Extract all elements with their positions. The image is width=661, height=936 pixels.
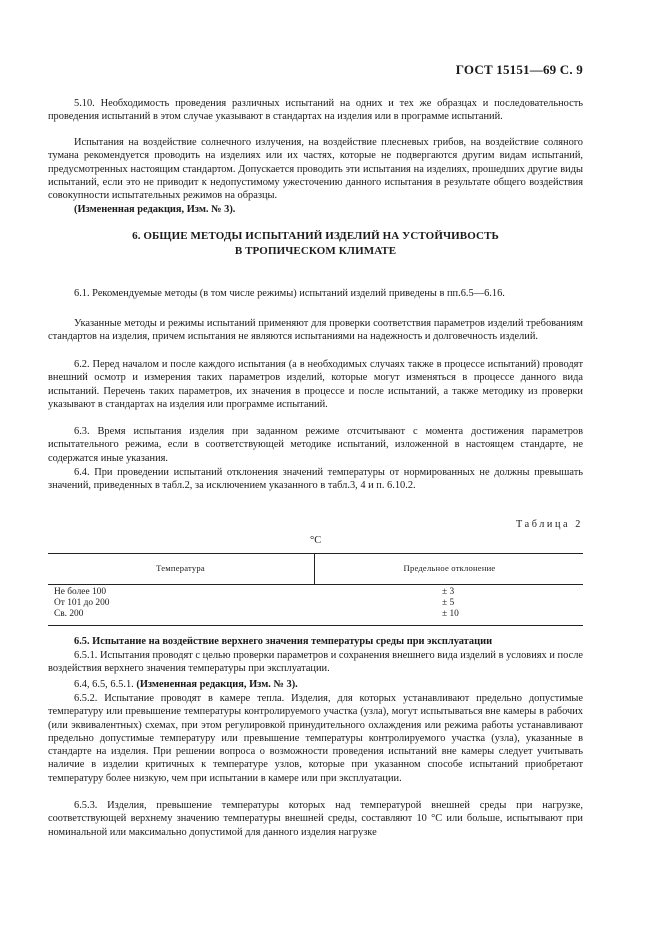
table-cell: ± 5	[442, 598, 455, 608]
amendment-note-2-text: (Измененная редакция, Изм. № 3).	[136, 679, 298, 690]
table-column-divider	[314, 554, 315, 584]
paragraph-6-1-continued: Указанные методы и режимы испытаний применяют для проверки соответствия параметров изделий требованиям стандартов на изделия, причем испытания не являются испытаниями на надежность и долговечность изделий.	[48, 318, 583, 343]
paragraph-6-1: 6.1. Рекомендуемые методы (в том числе режимы) испытаний изделий приведены в пп.6.5—6.16.	[74, 288, 505, 299]
section-6-title-line-2: В ТРОПИЧЕСКОМ КЛИМАТЕ	[234, 245, 397, 257]
paragraph-6-3: 6.3. Время испытания изделия при заданном режиме отсчитывают с момента достижения параметров испытательного режима, если в соответствующей методике испытаний, изложенной в настоящем стандарте, не содержатся иные указания.	[48, 426, 583, 464]
table-unit: °С	[310, 535, 322, 546]
subsection-6-5-title: 6.5. Испытание на воздействие верхнего значения температуры среды при эксплуатации	[74, 636, 493, 647]
table-cell: ± 3	[442, 587, 455, 597]
page-header: ГОСТ 15151—69 С. 9	[455, 62, 583, 77]
table-cell: ± 10	[442, 609, 459, 619]
paragraph-6-5-2: 6.5.2. Испытание проводят в камере тепла. Изделия, для которых устанавливают предельно допустимые температуру или превышение температуры контролируемого участка (узла), могут испытываться вне камеры в рабочих (или эквивалентных) схемах, при этом регулировкой принудительного охлаждения или режима работы устанавливают предельно допустимые температуру или превышение температуры контролируемого участка (узла), указанные в стандарте на изделия. При решении вопроса о возможности проведения испытаний вне камеры следует учитывать наличие в изделии критичных к температуре узлов, которые при указанном способе испытаний приобретают температуру более низкую, чем при испытании в камере или при эксплуатации.	[48, 693, 583, 784]
paragraph-5-10: 5.10. Необходимость проведения различных испытаний на одних и тех же образцах и последовательность проведения испытаний в этом случае указывают в стандартах на изделия или в программе испытаний.	[48, 98, 583, 123]
table-cell: Не более 100	[54, 587, 107, 597]
table-header-temperature: Температура	[156, 563, 205, 573]
tolerance-table	[48, 553, 583, 626]
paragraph-6-2: 6.2. Перед началом и после каждого испытания (а в необходимых случаях также в процессе испытаний) проводят внешний осмотр и измерения таких параметров изделий, которые могут изменяться в процессе данного вида испытаний. Перечень таких параметров, их значения в процессе и после испытаний, а также методику из проверки указывают в стандартах на изделия или программе испытаний.	[48, 359, 583, 410]
section-6-title-line-1: 6. ОБЩИЕ МЕТОДЫ ИСПЫТАНИЙ ИЗДЕЛИЙ НА УСТОЙЧИВОСТЬ	[132, 230, 499, 242]
table-header-row	[48, 554, 583, 585]
table-caption: Таблица 2	[516, 519, 583, 530]
table-header-deviation: Предельное отклонение	[403, 563, 496, 573]
amendment-note-2-refs: 6.4, 6.5, 6.5.1.	[74, 679, 134, 690]
amendment-note: (Измененная редакция, Изм. № 3).	[74, 204, 236, 215]
amendment-note-2	[48, 678, 583, 691]
paragraph-6-5-3: 6.5.3. Изделия, превышение температуры которых над температурой внешней среды при нагрузке, соответствующей верхнему значению температуры внешней среды, составляют 10 °С или больше, испытывают при номинальной или максимально допустимой для данного изделия нагрузке	[48, 800, 583, 838]
paragraph-5-10-continued: Испытания на воздействие солнечного излучения, на воздействие плесневых грибов, на воздействие соляного тумана рекомендуется проводить на изделиях или их частях, которые не подвергаются другим видам испытаний, предусмотренных настоящим стандартом. Допускается проводить эти испытания на изделиях, прошедших другие виды испытаний, если это не приводит к недопустимому ужесточению данного испытания в результате общего воздействия совокупности испытательных режимов на образцы.	[48, 137, 583, 202]
table-cell: Св. 200	[54, 609, 84, 619]
paragraph-6-4: 6.4. При проведении испытаний отклонения значений температуры от нормированных не должны превышать значений, приведенных в табл.2, за исключением указанного в табл.3, 4 и п. 6.10.2.	[48, 467, 583, 492]
table-cell: От 101 до 200	[54, 598, 110, 608]
paragraph-6-5-1: 6.5.1. Испытания проводят с целью проверки параметров и сохранения внешнего вида изделий в условиях и после воздействия верхнего значения температуры при эксплуатации.	[48, 650, 583, 675]
